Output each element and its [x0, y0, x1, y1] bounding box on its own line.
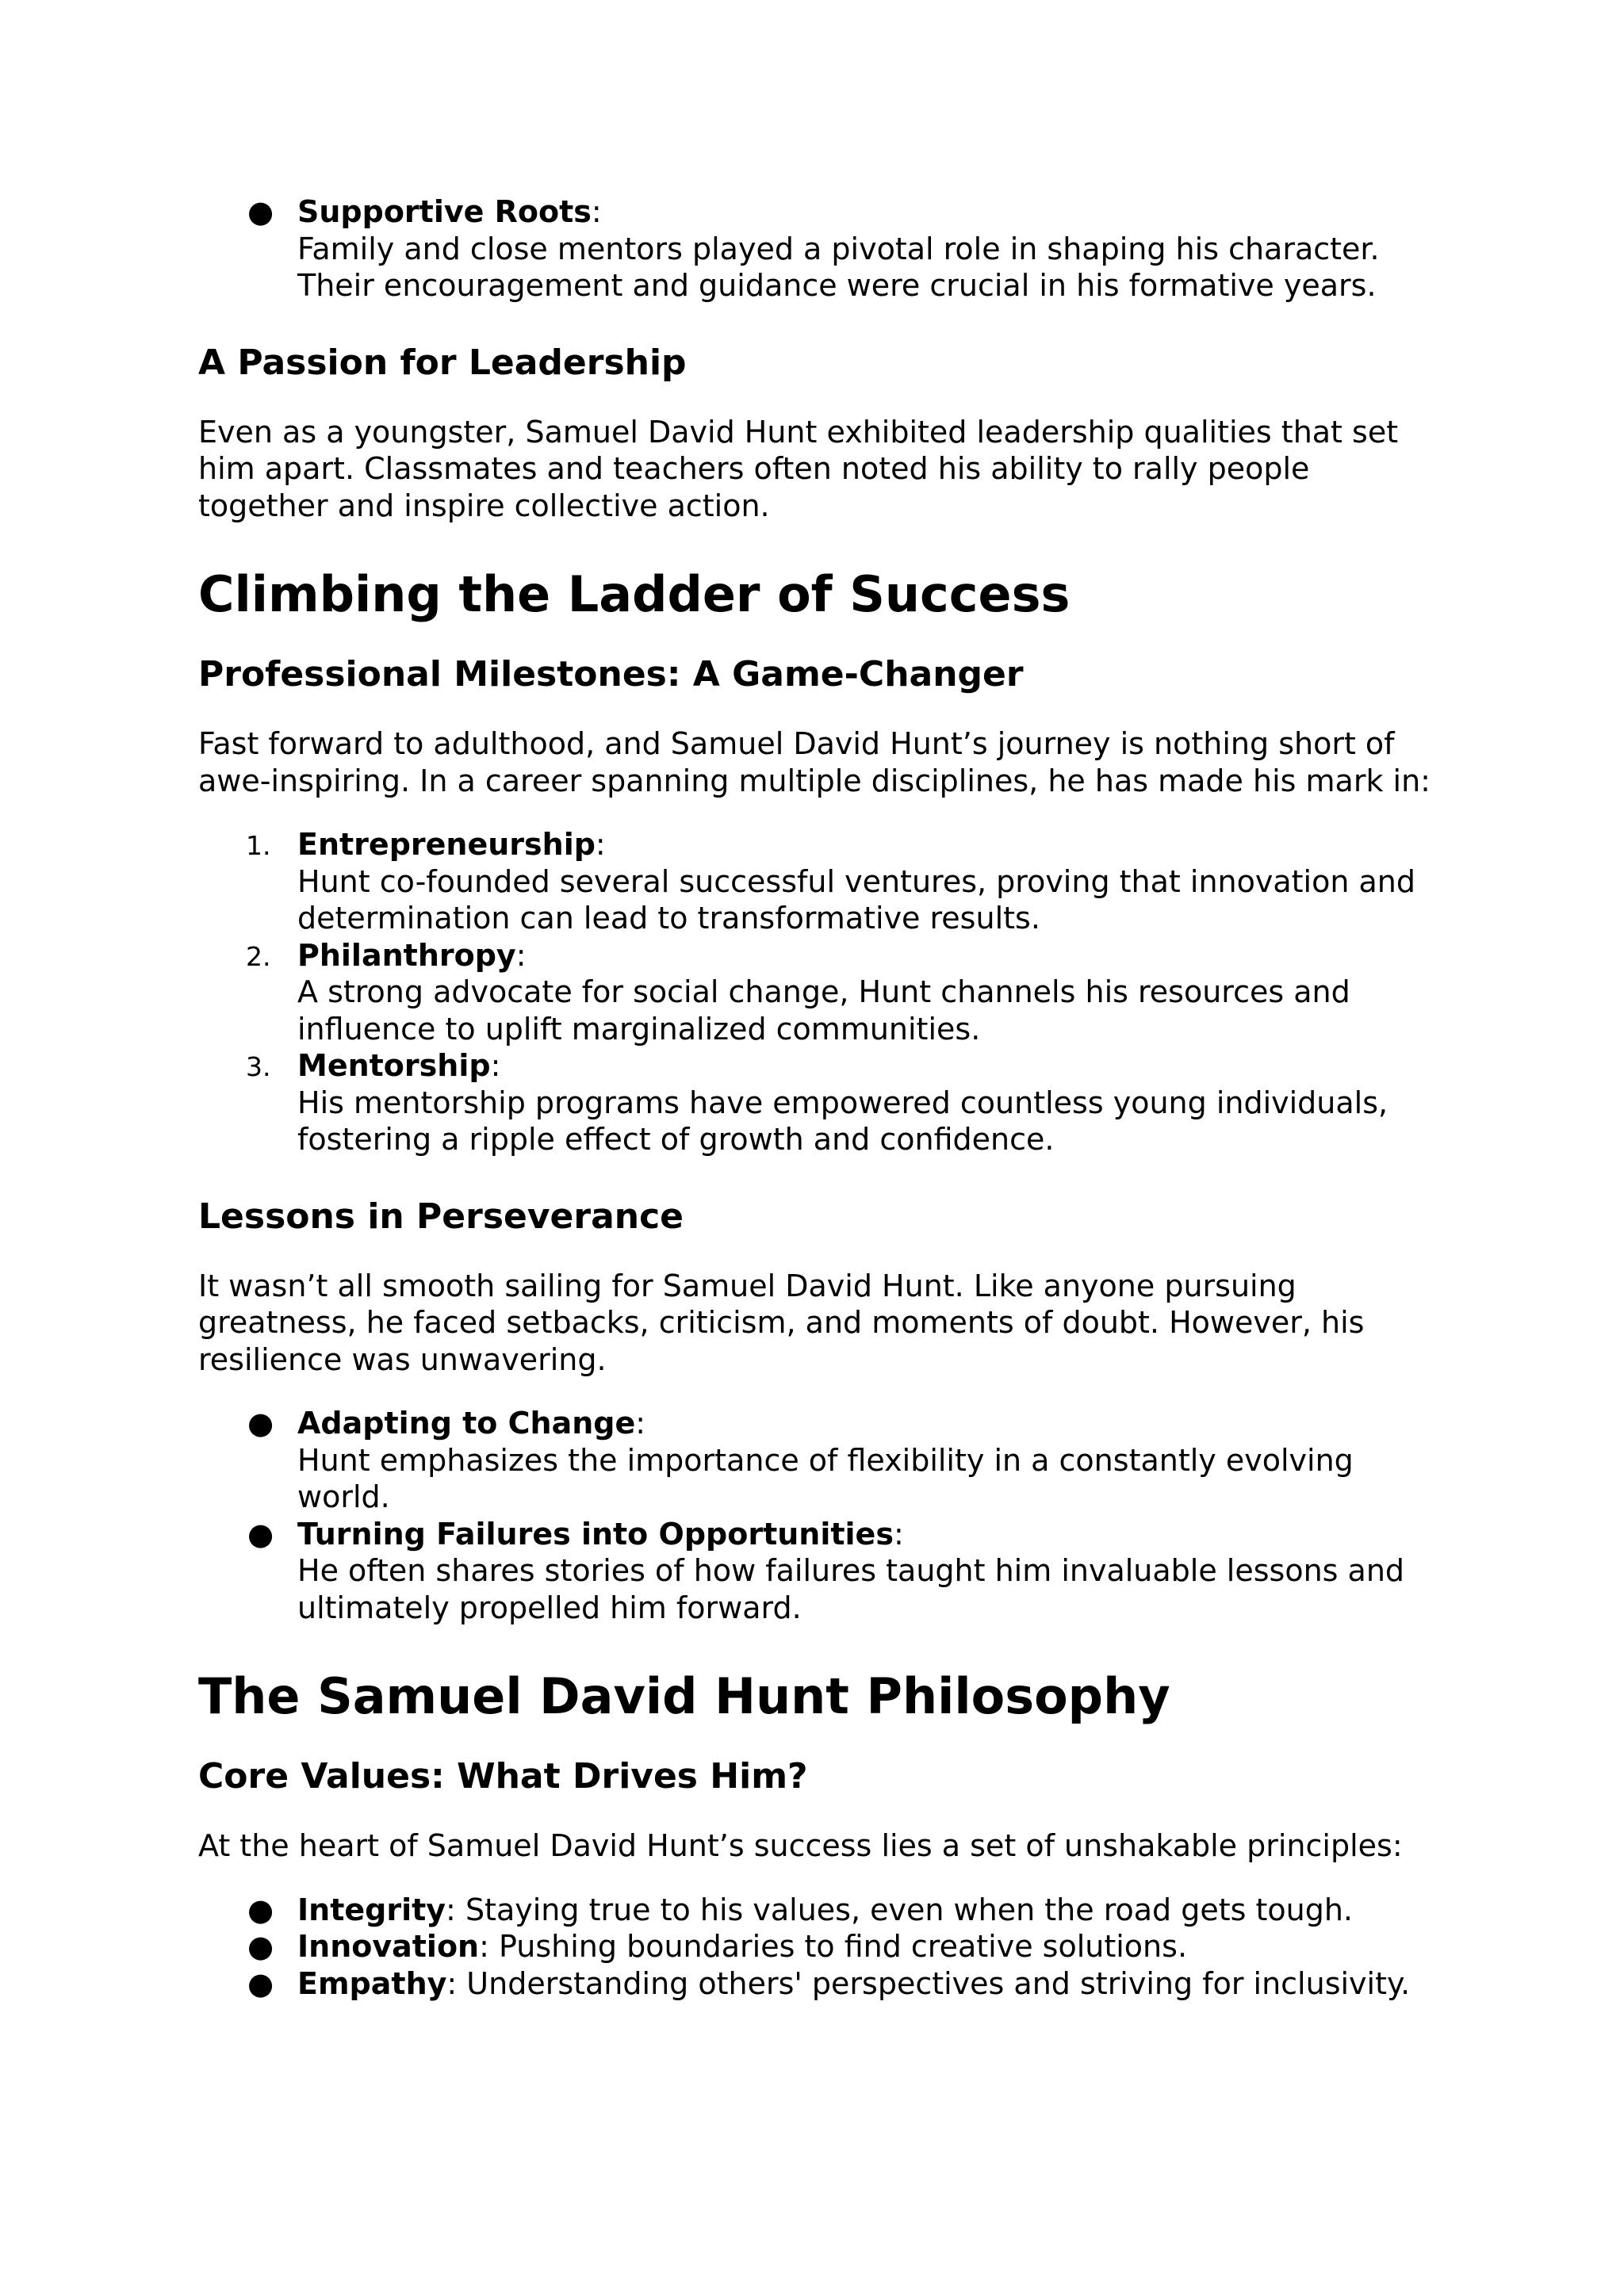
section-heading-milestones: Professional Milestones: A Game-Changer [198, 654, 1024, 695]
bullet-icon: ● [247, 1406, 274, 1441]
list-item-colon: : [490, 1048, 501, 1083]
list-item-title: Integrity [297, 1892, 446, 1927]
list-item-colon: : [515, 937, 527, 973]
list-item-title: Turning Failures into Opportunities [297, 1516, 894, 1552]
list-item-colon: : [591, 194, 602, 229]
section-heading-perseverance: Lessons in Perseverance [198, 1196, 684, 1237]
passion-paragraph: Even as a youngster, Samuel David Hunt exhibited leadership qualities that set him apart. Classmates and teachers often noted his ability to rally people together and inspire collective action. [198, 414, 1399, 523]
list-item-description: Understanding others' perspectives and striving for inclusivity. [466, 1965, 1411, 2001]
bullet-icon: ● [247, 1929, 274, 1964]
bullet-icon: ● [247, 1965, 274, 2001]
list-item-title: Adapting to Change [297, 1406, 636, 1441]
list-item [198, 1405, 1435, 1516]
list-item [198, 826, 1435, 937]
list-item-colon: : [893, 1516, 904, 1552]
list-item [198, 1928, 1435, 1965]
list-item-colon: : [446, 1892, 456, 1927]
list-item-colon: : [635, 1406, 646, 1441]
list-item-description: Hunt co-founded several successful ventures, proving that innovation and determination can lead to transformative results. [297, 863, 1416, 936]
list-item [198, 937, 1435, 1048]
list-item-description: Hunt emphasizes the importance of flexibility in a constantly evolving world. [297, 1442, 1354, 1514]
section-heading-passion: A Passion for Leadership [198, 342, 687, 383]
perseverance-paragraph: It wasn’t all smooth sailing for Samuel David Hunt. Like anyone pursuing greatness, he faced setbacks, criticism, and moments of doubt. However, his resilience was unwavering. [198, 1268, 1365, 1377]
perseverance-list [198, 1405, 1435, 1626]
supportive-roots-list [198, 193, 1435, 304]
bullet-icon: ● [247, 1892, 274, 1927]
list-item-description: His mentorship programs have empowered countless young individuals, fostering a ripple effect of growth and confidence. [297, 1085, 1388, 1157]
bullet-icon: ● [247, 194, 274, 229]
list-number: 1. [246, 830, 271, 861]
section-title-climbing: Climbing the Ladder of Success [198, 565, 1071, 623]
core-values-list [198, 1892, 1435, 2003]
core-values-paragraph: At the heart of Samuel David Hunt’s success lies a set of unshakable principles: [198, 1828, 1403, 1863]
list-item [198, 193, 1435, 304]
list-item-title: Entrepreneurship [297, 827, 596, 862]
list-item [198, 1516, 1435, 1627]
list-number: 2. [246, 940, 271, 972]
list-item-title: Supportive Roots [297, 194, 592, 229]
list-item-description: A strong advocate for social change, Hunt channels his resources and influence to uplift marginalized communities. [297, 974, 1350, 1047]
milestones-paragraph: Fast forward to adulthood, and Samuel David Hunt’s journey is nothing short of awe-inspiring. In a career spanning multiple disciplines, he has made his mark in: [198, 726, 1431, 798]
document-page [198, 193, 1435, 2002]
list-item-title: Empathy [297, 1965, 447, 2001]
list-item-description: Pushing boundaries to find creative solutions. [499, 1929, 1188, 1964]
list-item-colon: : [595, 827, 606, 862]
list-item-colon: : [479, 1929, 489, 1964]
bullet-icon: ● [247, 1516, 274, 1552]
list-item-description: He often shares stories of how failures taught him invaluable lessons and ultimately propelled him forward. [297, 1553, 1405, 1625]
list-item-title: Innovation [297, 1929, 480, 1964]
list-item [198, 1047, 1435, 1158]
list-item-description: Family and close mentors played a pivotal role in shaping his character. Their encouragement and guidance were crucial in his formative years. [297, 231, 1380, 303]
list-item [198, 1965, 1435, 2003]
section-title-philosophy: The Samuel David Hunt Philosophy [198, 1667, 1170, 1725]
list-item-description: Staying true to his values, even when the road gets tough. [465, 1892, 1354, 1927]
section-heading-core-values: Core Values: What Drives Him? [198, 1756, 808, 1797]
list-item [198, 1892, 1435, 1929]
milestones-list [198, 826, 1435, 1158]
list-item-title: Philanthropy [297, 937, 516, 973]
list-item-title: Mentorship [297, 1048, 491, 1083]
list-item-colon: : [446, 1965, 458, 2001]
list-number: 3. [246, 1051, 271, 1082]
